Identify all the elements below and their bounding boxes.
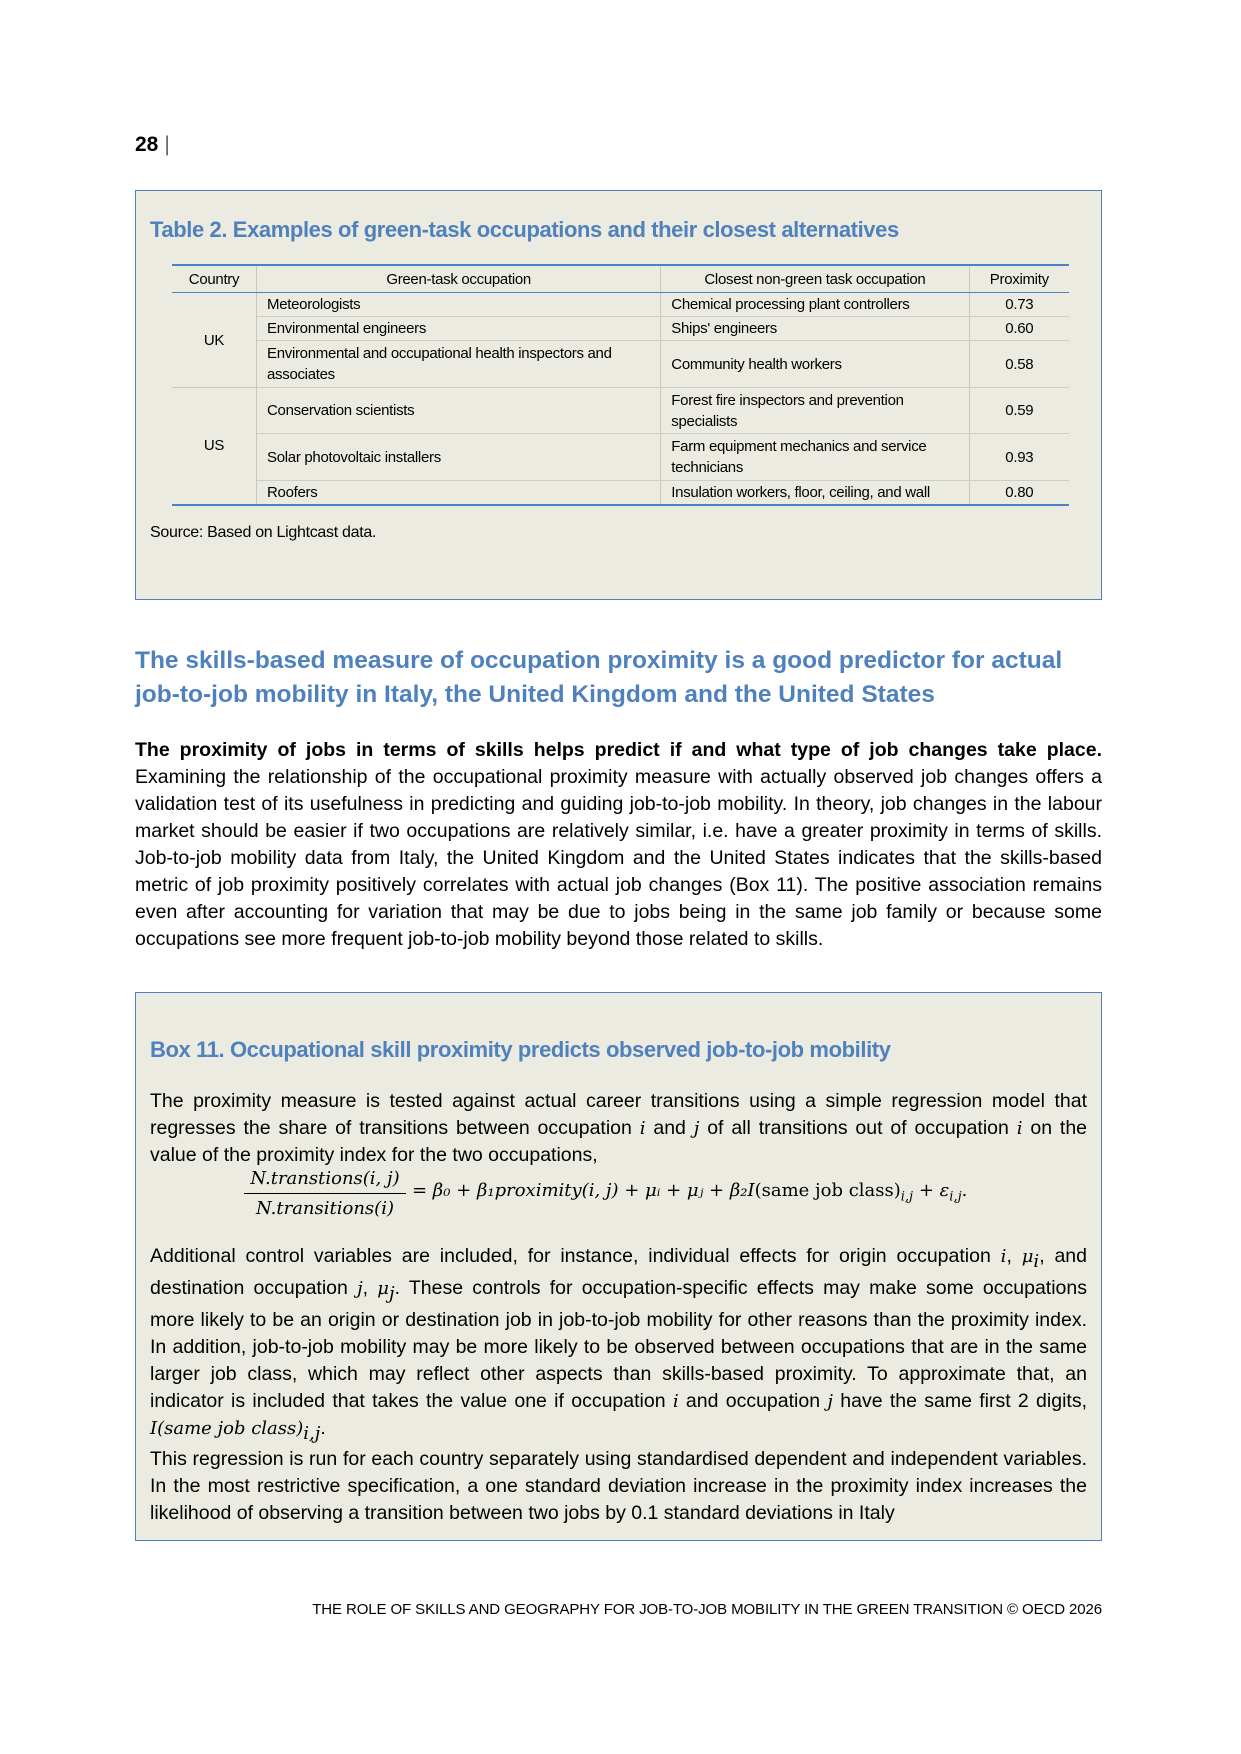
box-title: Box 11. Occupational skill proximity predicts observed job-to-job mobility (150, 1037, 891, 1062)
table-row (172, 434, 1069, 481)
header-closest-occupation: Closest non-green task occupation (661, 265, 969, 293)
proximity-cell: 0.93 (969, 434, 1069, 481)
green-occupation-cell: Environmental and occupational health inspectors and associates (257, 341, 661, 388)
box-paragraph-1: The proximity measure is tested against actual career transitions using a simple regression model that regresses the share of transitions between occupation i and j of all transitions out of occupation i on the value of the proximity index for the two occupations, (150, 1090, 1088, 1166)
table-row (172, 341, 1069, 388)
equation-numerator: N.transtions(i, j) (250, 1168, 400, 1189)
proximity-cell: 0.59 (969, 388, 1069, 434)
table-header-row (172, 265, 1069, 293)
regression-equation (244, 1165, 1004, 1225)
table-row (172, 388, 1069, 434)
section-heading: The skills-based measure of occupation proximity is a good predictor for actual job-to-job mobility in Italy, the United Kingdom and the United States (135, 647, 1063, 708)
box-panel (135, 992, 1102, 1541)
table-panel (135, 190, 1102, 600)
proximity-cell: 0.80 (969, 481, 1069, 505)
header-country: Country (172, 265, 257, 293)
occupation-table (172, 264, 1069, 506)
green-occupation-cell: Solar photovoltaic installers (257, 434, 661, 481)
table-row (172, 317, 1069, 341)
body-paragraph (135, 737, 1102, 953)
closest-occupation-cell: Community health workers (661, 341, 969, 388)
closest-occupation-cell: Forest fire inspectors and prevention specialists (661, 388, 969, 434)
equation-denominator: N.transitions(i) (256, 1198, 394, 1219)
table-source-note: Source: Based on Lightcast data. (150, 524, 377, 541)
table-row (172, 293, 1069, 317)
green-occupation-cell: Meteorologists (257, 293, 661, 317)
table-title: Table 2. Examples of green-task occupations and their closest alternatives (150, 217, 899, 242)
proximity-cell: 0.73 (969, 293, 1069, 317)
page-footer: THE ROLE OF SKILLS AND GEOGRAPHY FOR JOB-TO-JOB MOBILITY IN THE GREEN TRANSITION © OECD 2026 (312, 1601, 1102, 1618)
proximity-cell: 0.60 (969, 317, 1069, 341)
box-paragraph-3: This regression is run for each country separately using standardised dependent and independent variables. In the most restrictive specification, a one standard deviation increase in the proximity index increases the likelihood of observing a transition between two jobs by 0.1 standard deviations in Italy (150, 1448, 1087, 1524)
table-row (172, 481, 1069, 505)
green-occupation-cell: Roofers (257, 481, 661, 505)
closest-occupation-cell: Insulation workers, floor, ceiling, and wall (661, 481, 969, 505)
box-paragraph-2: Additional control variables are included, for instance, individual effects for origin occupation i, $\mu_i$, and destination occupation j, $\mu_j$. These controls for occupation-specific effects may make some occupations more likely to be an origin or destination job in job-to-job mobility for other reasons than the proximity index. In addition, job-to-job mobility may be more likely to be observed between occupations that are in the same larger job class, which may reflect other aspects than skills-based proximity. To approximate that, an indicator is included that takes the value one if occupation i and occupation j have the same first 2 digits, I(same job $class)_{i,j}$. (150, 1245, 1087, 1444)
header-proximity: Proximity (969, 265, 1069, 293)
body-text: Examining the relationship of the occupational proximity measure with actually observed job changes offers a validation test of its usefulness in predicting and guiding job-to-job mobility. In theory, job changes in the labour market should be easier if two occupations are relatively similar, i.e. have a greater proximity in terms of skills. Job-to-job mobility data from Italy, the United Kingdom and the United States indicates that the skills-based metric of job proximity positively correlates with actual job changes (Box 11). The positive association remains even after accounting for variation that may be due to jobs being in the same job family or because some occupations see more frequent job-to-job mobility beyond those related to skills. (135, 766, 1102, 950)
closest-occupation-cell: Chemical processing plant controllers (661, 293, 969, 317)
closest-occupation-cell: Ships' engineers (661, 317, 969, 341)
lead-sentence: The proximity of jobs in terms of skills helps predict if and what type of job changes take place. (135, 739, 1102, 761)
proximity-cell: 0.58 (969, 341, 1069, 388)
header-green-occupation: Green-task occupation (257, 265, 661, 293)
page-number: 28 | (135, 133, 170, 156)
green-occupation-cell: Conservation scientists (257, 388, 661, 434)
green-occupation-cell: Environmental engineers (257, 317, 661, 341)
country-cell: US (172, 388, 257, 505)
equation-right-side: = β₀ + β₁proximity(i, j) + μᵢ + μⱼ + β₂I(same job $class)_{i,j} + \varepsilon_{i,j}$. (412, 1180, 968, 1205)
closest-occupation-cell: Farm equipment mechanics and service technicians (661, 434, 969, 481)
equation-fraction (244, 1165, 406, 1222)
country-cell: UK (172, 293, 257, 388)
